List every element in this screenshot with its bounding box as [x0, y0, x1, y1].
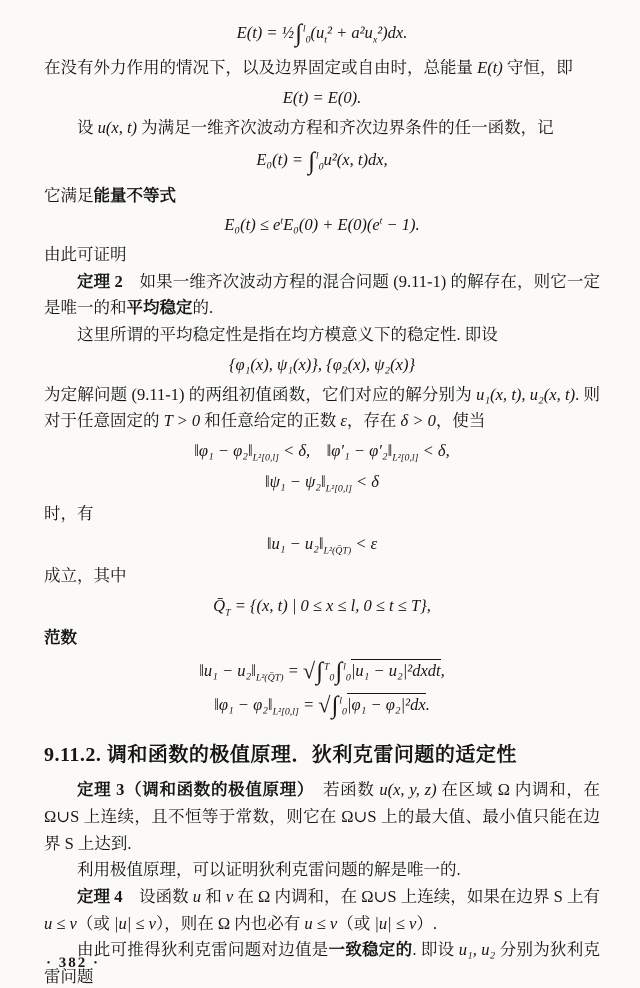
para-theorem-4: 定理 4 设函数 u 和 v 在 Ω 内调和，在 Ω∪S 上连续，如果在边界 S 上有 u ≤ v（或 |u| ≤ v），则在 Ω 内也必有 u ≤ v（或 |u| ≤ v）.: [44, 887, 600, 933]
formula-initial-data-pairs: {φ₁(x), ψ₁(x)}, {φ₂(x), ψ₂(x)}: [228, 354, 416, 374]
para-from-this: 由此可证明: [44, 244, 127, 264]
formula-epsilon-bound: ‖u₁ − $u_2‖_{L^2(Q̄T)} < \varepsilon$: [266, 534, 378, 557]
formula-e0-definition: E₀(t) = ∫$^l_0$u²(x, t)dx,: [256, 147, 388, 175]
para-initial-functions: 为定解问题 (9.11-1) 的两组初值函数，它们对应的解分别为 u₁(x, t), u₂(x, t). 则对于任意固定的 T > 0 和任意给定的正数 ε，存在 δ > 0，使当: [44, 384, 600, 431]
para-energy-conservation: 在没有外力作用的情况下，以及边界固定或自由时，总能量 E(t) 守恒，即: [44, 58, 573, 78]
para-then-have: 时，有: [44, 504, 94, 524]
formula-total-energy: $E(t) = \frac{1}{2}\int^l_0(u_t^2 + a^2u_x^2)dx$.: [236, 20, 408, 48]
para-holds-where: 成立，其中: [44, 566, 127, 586]
para-max-principle-use: 利用极值原理，可以证明狄利克雷问题的解是唯一的.: [77, 860, 461, 880]
para-mean-stability: 这里所谓的平均稳定性是指在均方模意义下的稳定性. 即设: [77, 325, 498, 345]
para-energy-inequality-label: 它满足能量不等式: [44, 185, 176, 205]
formula-qt-domain: $Q̄_T = \{(x$, t) | 0 ≤ x ≤ l, 0 ≤ t ≤ T},: [213, 595, 431, 619]
page-number: · 382 ·: [46, 955, 101, 971]
formula-energy-inequality: $E_0(t) \le e^tE_0(0) + E(0)(e^t - 1)$.: [224, 215, 420, 235]
para-uniform-stability: 由此可推得狄利克雷问题对边值是一致稳定的. 即设 u₁, u₂ 分别为狄利克雷问题: [44, 940, 601, 987]
formula-delta-conditions-2: ‖ψ₁ − $\psi_2‖_{L^2[0,l]} < \delta$: [265, 472, 379, 495]
para-theorem-3: 定理 3（调和函数的极值原理） 若函数 u(x, y, z) 在区域 Ω 内调和，在 Ω∪S 上连续，且不恒等于常数，则它在 Ω∪S 上的最大值、最小值只能在边界 S 上达到.: [44, 780, 601, 853]
formula-norm-u: ‖u₁ − $u_2‖_{L^2(Q̄T)} = √\int^T_0\int^l_0|u_1$ − u₂|²dxdt,: [199, 658, 445, 686]
para-norm-label: 范数: [44, 628, 77, 648]
para-define-u: 设 u(x, t) 为满足一维齐次波动方程和齐次边界条件的任一函数，记: [77, 117, 554, 137]
para-theorem-2: 定理 2 如果一维齐次波动方程的混合问题 (9.11-1) 的解存在，则它一定是唯一的和平均稳定的.: [44, 271, 600, 318]
formula-delta-conditions-1: ‖φ₁ − $\varphi_2‖_{L^2[0,l]} < \delta$, ‖φ′₁ − $\varphi'_2‖_{L^2[0,l]} < \delta$,: [194, 441, 450, 464]
formula-energy-equal: E(t) = E(0).: [282, 87, 362, 107]
section-heading: 9.11.2. 调和函数的极值原理．狄利克雷问题的适定性: [44, 744, 517, 767]
formula-norm-phi: ‖φ₁ − $\varphi_2‖_{L^2[0,l]} = √\int^l_0|\varphi_1 - \varphi_2|^2dx$.: [214, 692, 430, 720]
